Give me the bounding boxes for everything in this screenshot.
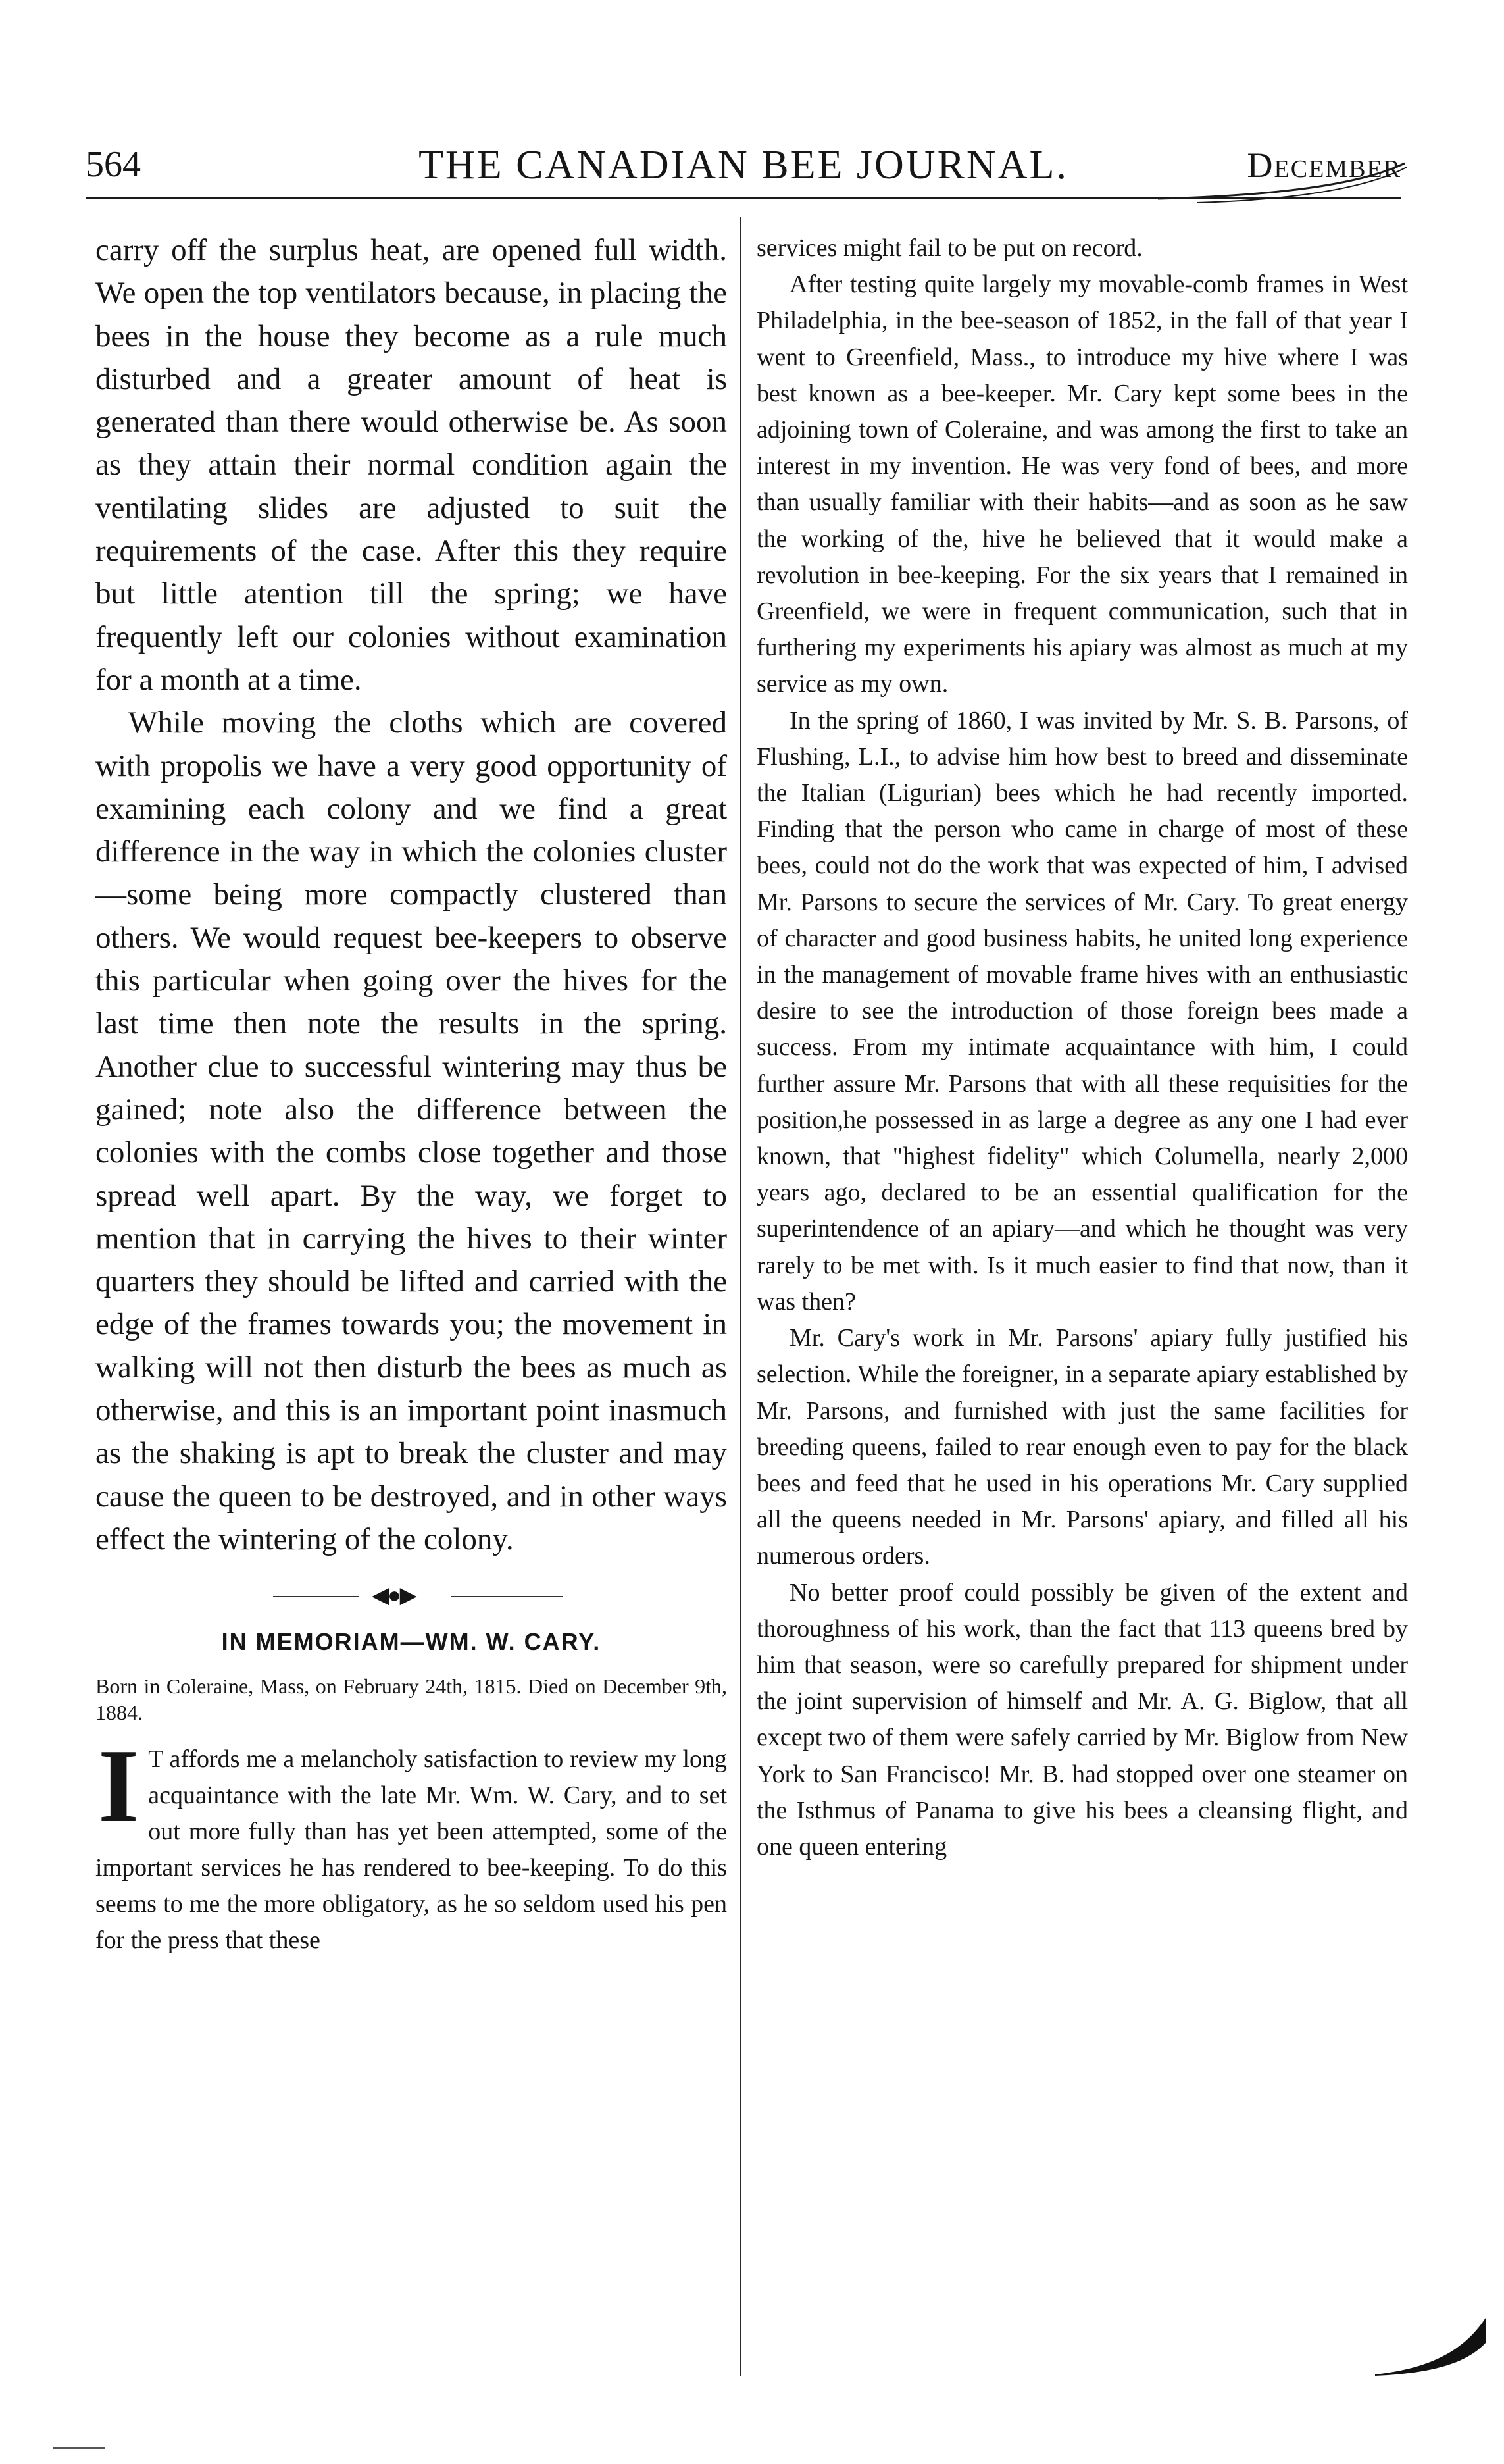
corner-swash-ornament [1375, 2317, 1487, 2376]
section-divider [95, 1574, 727, 1620]
born-died-line: Born in Coleraine, Mass, on February 24th, 1815. Died on December 9th, 1884. [95, 1674, 727, 1725]
header-rule [86, 197, 1401, 199]
divider-rule-left [273, 1596, 359, 1597]
divider-rule-right [451, 1596, 563, 1597]
column-divider [740, 217, 741, 2376]
divider-ornament: ◀●▶ [372, 1583, 416, 1608]
left-column [95, 229, 727, 1959]
journal-title: THE CANADIAN BEE JOURNAL. [418, 143, 1068, 188]
memoriam-body [95, 1727, 727, 1959]
right-column [757, 230, 1408, 1865]
corner-mark [53, 2447, 105, 2449]
right-paragraph-2: After testing quite largely my movable-comb frames in West Philadelphia, in the bee-season of 1852, in the fall of that year I went to Greenfield, Mass., to introduce my hive where I was best known as a bee-keeper. Mr. Cary kept some bees in the adjoining town of Coleraine, and was among the first to take an interest in my invention. He was very fond of bees, and more than usually familiar with their habits—and as soon as he saw the working of the, hive he believed that it would make a revolution in bee-keeping. For the six years that I remained in Greenfield, we were in frequent communication, such that in furthering my experiments his apiary was almost as much at my service as my own. [757, 270, 1408, 698]
memoriam-text: T affords me a melancholy satisfaction to review my long acquaintance with the late Mr. Wm. W. Cary, and to set out more fully than has yet been attempted, some of the important services he has rendered to bee-keeping. To do this seems to me the more obligatory, as he so seldom used his pen for the press that these [95, 1745, 727, 1955]
left-paragraph-1: carry off the surplus heat, are opened full width. We open the top ventilators because, in placing the bees in the house they become as a rule much disturbed and a greater amount of heat is generated than there would otherwise be. As soon as they attain their normal condition again the ventilating slides are adjusted to suit the requirements of the case. After this they require but little atention till the spring; we have frequently left our colonies without examination for a month at a time. [95, 233, 727, 697]
right-paragraph-4: Mr. Cary's work in Mr. Parsons' apiary fully justified his selection. While the foreigner, in a separate apiary established by Mr. Parsons, and furnished with just the same facilities for breeding queens, failed to rear enough even to pay for the black bees and feed that he used in his operations Mr. Cary supplied all the queens needed in Mr. Parsons' apiary, and filled all his numerous orders. [757, 1324, 1408, 1570]
right-paragraph-1: services might fail to be put on record. [757, 234, 1143, 262]
right-paragraph-3: In the spring of 1860, I was invited by Mr. S. B. Parsons, of Flushing, L.I., to advise him how best to breed and disseminate the Italian (Ligurian) bees which he had recently imported. Finding that the person who came in charge of most of these bees, could not do the work that was expected of him, I advised Mr. Parsons to secure the services of Mr. Cary. To great energy of character and good business habits, he united long experience in the management of movable frame hives with an enthusiastic desire to see the introduction of those foreign bees made a success. From my intimate acquaintance with him, I could further assure Mr. Parsons that with all these requisities for the position,he possessed in as large a degree as any one I had ever known, that "highest fidelity" which Columella, nearly 2,000 years ago, declared to be an essential qualification for the superintendence of an apiary—and which he thought was very rarely to be met with. Is it much easier to find that now, than it was then? [757, 706, 1408, 1316]
drop-cap: I [98, 1727, 139, 1845]
issue-month: December [1247, 145, 1401, 185]
page-number: 564 [86, 144, 141, 185]
left-paragraph-2: While moving the cloths which are covered with propolis we have a very good opportunity of examining each colony and we find a great difference in the way in which the colonies cluster—some being more compactly clustered than others. We would request bee-keepers to observe this particular when going over the hives for the last time then note the results in the spring. Another clue to successful wintering may thus be gained; note also the difference between the colonies with the combs close together and those spread well apart. By the way, we forget to mention that in carrying the hives to their winter quarters they should be lifted and carried with the edge of the frames towards you; the movement in walking will not then disturb the bees as much as otherwise, and this is an important point inasmuch as the shaking is apt to break the cluster and may cause the queen to be destroyed, and in other ways effect the wintering of the colony. [95, 706, 727, 1556]
memoriam-title: IN MEMORIAM—WM. W. CARY. [221, 1628, 601, 1656]
right-paragraph-5: No better proof could possibly be given of the extent and thoroughness of his work, than the fact that 113 queens bred by him that season, were so carefully prepared for shipment under the joint supervision of himself and Mr. A. G. Biglow, that all except two of them were safely carried by Mr. Biglow from New York to San Francisco! Mr. B. had stopped over one steamer on the Isthmus of Panama to give his bees a cleansing flight, and one queen entering [757, 1578, 1408, 1861]
